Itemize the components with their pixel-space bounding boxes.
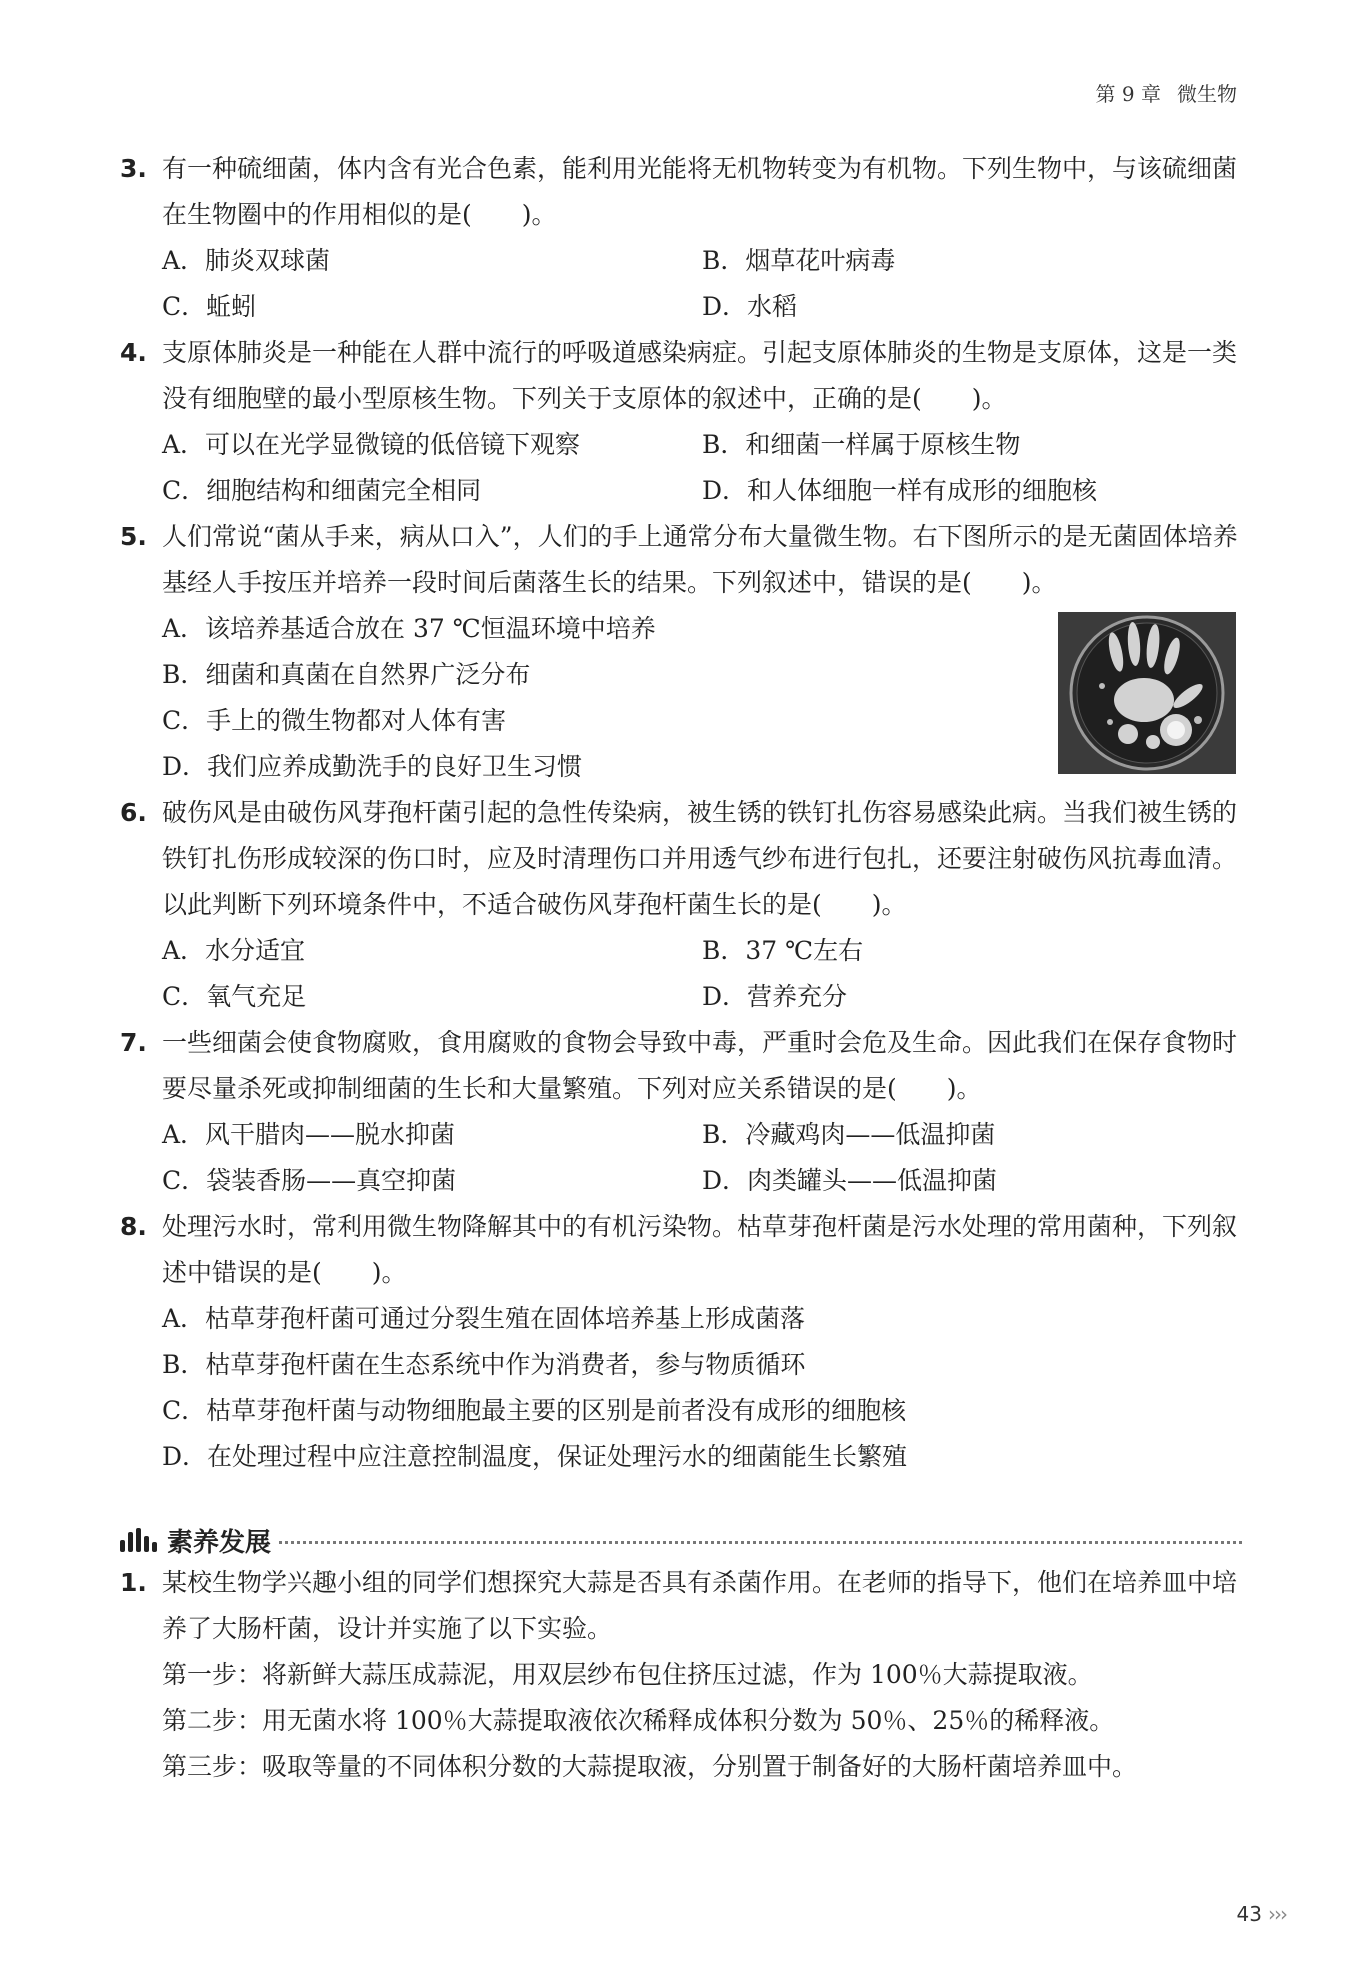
dotted-divider bbox=[279, 1541, 1242, 1544]
chapter-label: 第 9 章 bbox=[1095, 82, 1161, 106]
option-b: B．烟草花叶病毒 bbox=[702, 246, 896, 275]
question-8 bbox=[120, 1204, 1242, 1480]
option-b: B．细菌和真菌在自然界广泛分布 bbox=[162, 660, 531, 689]
option-d: D．和人体细胞一样有成形的细胞核 bbox=[702, 476, 1098, 505]
question-stem: 人们常说“菌从手来，病从口入”，人们的手上通常分布大量微生物。右下图所示的是无菌固体培养基经人手按压并培养一段时间后菌落生长的结果。下列叙述中，错误的是( )。 bbox=[162, 522, 1238, 597]
option-d: D．我们应养成勤洗手的良好卫生习惯 bbox=[162, 752, 583, 781]
question-stem: 破伤风是由破伤风芽孢杆菌引起的急性传染病，被生锈的铁钉扎伤容易感染此病。当我们被生锈的铁钉扎伤形成较深的伤口时，应及时清理伤口并用透气纱布进行包扎，还要注射破伤风抗毒血清。以此判断下列环境条件中，不适合破伤风芽孢杆菌生长的是( )。 bbox=[162, 798, 1238, 919]
page-footer bbox=[1237, 1902, 1286, 1926]
experiment-step-3: 第三步：吸取等量的不同体积分数的大蒜提取液，分别置于制备好的大肠杆菌培养皿中。 bbox=[162, 1752, 1138, 1781]
options bbox=[120, 1296, 1242, 1480]
question-number: 3. bbox=[120, 154, 147, 183]
section-title: 素养发展 bbox=[167, 1527, 272, 1558]
option-b: B．37 ℃左右 bbox=[702, 936, 864, 965]
question-5 bbox=[120, 514, 1242, 790]
question-number: 1. bbox=[120, 1568, 147, 1597]
question-7 bbox=[120, 1020, 1242, 1204]
question-6 bbox=[120, 790, 1242, 1020]
question-stem: 一些细菌会使食物腐败，食用腐败的食物会导致中毒，严重时会危及生命。因此我们在保存食物时要尽量杀死或抑制细菌的生长和大量繁殖。下列对应关系错误的是( )。 bbox=[162, 1028, 1238, 1103]
option-c: C．细胞结构和细菌完全相同 bbox=[162, 476, 482, 505]
option-a: A．水分适宜 bbox=[162, 936, 306, 965]
question-number: 8. bbox=[120, 1212, 147, 1241]
option-a: A．风干腊肉——脱水抑菌 bbox=[162, 1120, 456, 1149]
sound-bars-icon bbox=[120, 1528, 157, 1552]
option-d: D．水稻 bbox=[702, 292, 798, 321]
option-b: B．冷藏鸡肉——低温抑菌 bbox=[702, 1120, 996, 1149]
experiment-step-1: 第一步：将新鲜大蒜压成蒜泥，用双层纱布包住挤压过滤，作为 100％大蒜提取液。 bbox=[162, 1660, 1093, 1689]
option-b: B．和细菌一样属于原核生物 bbox=[702, 430, 1021, 459]
options bbox=[120, 238, 1242, 330]
experiment-step-2: 第二步：用无菌水将 100％大蒜提取液依次稀释成体积分数为 50％、25％的稀释液。 bbox=[162, 1706, 1115, 1735]
option-d: D．在处理过程中应注意控制温度，保证处理污水的细菌能生长繁殖 bbox=[162, 1442, 908, 1471]
option-a: A．肺炎双球菌 bbox=[162, 246, 331, 275]
petri-dish-illustration bbox=[1058, 612, 1236, 774]
option-c: C．氧气充足 bbox=[162, 982, 307, 1011]
petri-dish-handprint-image bbox=[1058, 612, 1236, 774]
chapter-title: 微生物 bbox=[1177, 82, 1237, 106]
option-a: A．枯草芽孢杆菌可通过分裂生殖在固体培养基上形成菌落 bbox=[162, 1304, 806, 1333]
section-question-1 bbox=[120, 1560, 1242, 1790]
question-stem: 有一种硫细菌，体内含有光合色素，能利用光能将无机物转变为有机物。下列生物中，与该硫细菌在生物圈中的作用相似的是( )。 bbox=[162, 154, 1238, 229]
option-d: D．肉类罐头——低温抑菌 bbox=[702, 1166, 998, 1195]
page-content bbox=[120, 146, 1242, 1790]
options bbox=[120, 422, 1242, 514]
page-number: 43 bbox=[1236, 1902, 1262, 1926]
option-c: C．蚯蚓 bbox=[162, 292, 257, 321]
question-number: 7. bbox=[120, 1028, 147, 1057]
section-header bbox=[120, 1520, 1242, 1560]
options bbox=[120, 928, 1242, 1020]
options bbox=[120, 1112, 1242, 1204]
option-d: D．营养充分 bbox=[702, 982, 848, 1011]
question-4 bbox=[120, 330, 1242, 514]
option-c: C．手上的微生物都对人体有害 bbox=[162, 706, 507, 735]
question-number: 4. bbox=[120, 338, 147, 367]
chevrons-right-icon: ››› bbox=[1268, 1902, 1286, 1926]
option-a: A．该培养基适合放在 37 ℃恒温环境中培养 bbox=[162, 614, 656, 643]
question-stem: 某校生物学兴趣小组的同学们想探究大蒜是否具有杀菌作用。在老师的指导下，他们在培养皿中培养了大肠杆菌，设计并实施了以下实验。 bbox=[162, 1568, 1238, 1643]
option-b: B．枯草芽孢杆菌在生态系统中作为消费者，参与物质循环 bbox=[162, 1350, 806, 1379]
option-c: C．袋装香肠——真空抑菌 bbox=[162, 1166, 457, 1195]
question-stem: 处理污水时，常利用微生物降解其中的有机污染物。枯草芽孢杆菌是污水处理的常用菌种，下列叙述中错误的是( )。 bbox=[162, 1212, 1238, 1287]
question-number: 5. bbox=[120, 522, 147, 551]
option-a: A．可以在光学显微镜的低倍镜下观察 bbox=[162, 430, 581, 459]
page-header bbox=[1096, 78, 1237, 107]
option-c: C．枯草芽孢杆菌与动物细胞最主要的区别是前者没有成形的细胞核 bbox=[162, 1396, 907, 1425]
question-3 bbox=[120, 146, 1242, 330]
question-stem: 支原体肺炎是一种能在人群中流行的呼吸道感染病症。引起支原体肺炎的生物是支原体，这是一类没有细胞壁的最小型原核生物。下列关于支原体的叙述中，正确的是( )。 bbox=[162, 338, 1238, 413]
question-number: 6. bbox=[120, 798, 147, 827]
